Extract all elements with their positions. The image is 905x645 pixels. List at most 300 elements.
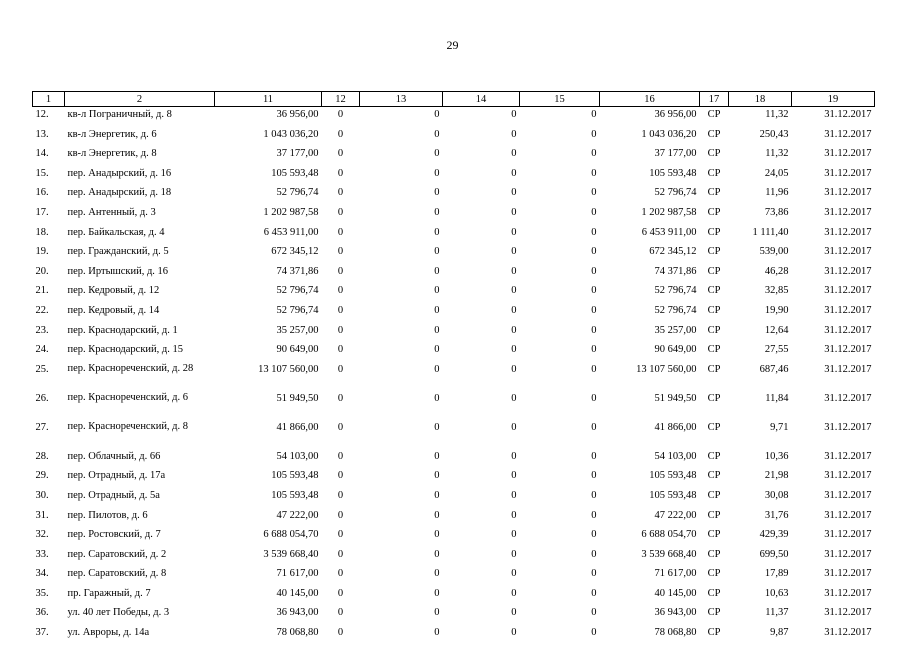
cell-c14: 0 (511, 304, 517, 316)
cell-c19: 31.12.2017 (824, 470, 872, 482)
cell-c11: 35 257,00 (276, 324, 319, 336)
cell-c19: 31.12.2017 (824, 421, 872, 433)
cell-c14: 0 (511, 187, 517, 199)
cell-c14: 0 (511, 548, 517, 560)
cell-c16: 71 617,00 (654, 568, 697, 580)
cell-c19: 31.12.2017 (824, 568, 872, 580)
cell-c13: 0 (434, 568, 440, 580)
cell-n: 20. (35, 265, 49, 277)
address-text: пер. Краснореченский, д. 8 (67, 420, 189, 432)
cell-c15: 0 (591, 470, 597, 482)
cell-c14: 0 (511, 587, 517, 599)
cell-n: 24. (35, 344, 49, 356)
cell-n: 28. (35, 450, 49, 462)
cell-c15: 0 (591, 392, 597, 404)
table-row (33, 488, 875, 508)
cell-c12: 0 (337, 450, 344, 462)
cell-c17: СР (707, 392, 721, 404)
cell-c19: 31.12.2017 (824, 109, 872, 120)
cell-c14: 0 (511, 450, 517, 462)
cell-c15: 0 (591, 363, 597, 375)
table-row (33, 625, 875, 645)
cell-c13: 0 (434, 509, 440, 521)
cell-c18: 46,28 (764, 265, 789, 277)
cell-c13: 0 (434, 206, 440, 218)
cell-c17: СР (707, 285, 721, 297)
table-row (33, 185, 875, 205)
cell-c14: 0 (511, 627, 517, 639)
table-row (33, 527, 875, 547)
cell-addr: пер. Отрадный, д. 17а (67, 470, 166, 482)
cell-c17: СР (707, 568, 721, 580)
cell-c16: 54 103,00 (654, 450, 697, 462)
cell-c14: 0 (511, 324, 517, 336)
cell-c12: 0 (337, 470, 344, 482)
cell-c19: 31.12.2017 (824, 246, 872, 258)
cell-c11: 41 866,00 (276, 421, 319, 433)
cell-c19: 31.12.2017 (824, 450, 872, 462)
page-number: 29 (446, 38, 459, 52)
cell-c19: 31.12.2017 (824, 226, 872, 238)
cell-c18: 250,43 (759, 128, 789, 140)
cell-c12: 0 (337, 187, 344, 199)
cell-c11: 52 796,74 (276, 285, 319, 297)
cell-addr: пер. Облачный, д. 66 (67, 450, 161, 462)
cell-addr: пер. Байкальская, д. 4 (67, 226, 165, 238)
cell-c18: 10,63 (764, 587, 789, 599)
cell-n: 18. (35, 226, 49, 238)
cell-c18: 539,00 (759, 246, 789, 258)
cell-c16: 36 943,00 (654, 607, 697, 619)
cell-c12: 0 (337, 128, 344, 140)
cell-c11: 37 177,00 (276, 148, 319, 160)
cell-c11: 40 145,00 (276, 587, 319, 599)
cell-n: 17. (35, 206, 49, 218)
cell-c18: 9,71 (770, 421, 789, 433)
cell-c14: 0 (511, 529, 517, 541)
table-body (33, 107, 875, 645)
cell-n: 32. (35, 529, 49, 541)
cell-c19: 31.12.2017 (824, 627, 872, 639)
cell-c13: 0 (434, 148, 440, 160)
cell-c18: 21,98 (764, 470, 789, 482)
cell-n: 26. (35, 392, 49, 404)
cell-c17: СР (707, 548, 721, 560)
cell-c13: 0 (434, 344, 440, 356)
column-number-header (33, 92, 875, 107)
cell-c19: 31.12.2017 (824, 392, 872, 404)
cell-c19: 31.12.2017 (824, 304, 872, 316)
cell-c19: 31.12.2017 (824, 128, 872, 140)
table-row (33, 244, 875, 264)
cell-c18: 11,84 (765, 392, 789, 404)
cell-c18: 11,37 (765, 607, 789, 619)
cell-n: 37. (35, 627, 49, 639)
cell-c11: 36 943,00 (276, 607, 319, 619)
cell-c16: 78 068,80 (654, 627, 697, 639)
cell-c11: 90 649,00 (276, 344, 319, 356)
cell-addr: пр. Гаражный, д. 7 (67, 587, 151, 599)
cell-c12: 0 (337, 607, 344, 619)
cell-c16: 41 866,00 (654, 421, 697, 433)
cell-c15: 0 (591, 421, 597, 433)
cell-n: 15. (35, 167, 49, 179)
cell-c17: СР (707, 187, 721, 199)
cell-c12: 0 (337, 392, 344, 404)
cell-c13: 0 (434, 285, 440, 297)
table-row (33, 283, 875, 303)
cell-c11: 74 371,86 (276, 265, 319, 277)
cell-c15: 0 (591, 529, 597, 541)
cell-c12: 0 (337, 344, 344, 356)
cell-c15: 0 (591, 285, 597, 297)
cell-c11: 1 202 987,58 (263, 206, 319, 218)
cell-n: 30. (35, 489, 49, 501)
cell-c17: СР (707, 344, 721, 356)
cell-c11: 36 956,00 (276, 109, 319, 120)
cell-c17: СР (707, 509, 721, 521)
cell-c18: 429,39 (759, 529, 789, 541)
cell-c15: 0 (591, 206, 597, 218)
column-header: 17 (700, 92, 729, 107)
cell-c11: 6 453 911,00 (263, 226, 319, 238)
cell-c17: СР (707, 627, 721, 639)
cell-c15: 0 (591, 109, 597, 120)
cell-c12: 0 (337, 568, 344, 580)
cell-c17: СР (707, 607, 721, 619)
cell-c17: СР (707, 470, 721, 482)
cell-c16: 1 202 987,58 (641, 206, 697, 218)
cell-c13: 0 (434, 363, 440, 375)
column-header: 2 (65, 92, 215, 107)
cell-n: 31. (35, 509, 49, 521)
cell-c12: 0 (337, 529, 344, 541)
cell-n: 34. (35, 568, 49, 580)
cell-c16: 40 145,00 (654, 587, 697, 599)
cell-c14: 0 (511, 568, 517, 580)
cell-c14: 0 (511, 265, 517, 277)
cell-c11: 52 796,74 (276, 187, 319, 199)
cell-c18: 17,89 (764, 568, 789, 580)
cell-c16: 672 345,12 (649, 246, 697, 258)
cell-c12: 0 (337, 246, 344, 258)
cell-c12: 0 (337, 206, 344, 218)
cell-c18: 27,55 (764, 344, 789, 356)
cell-c15: 0 (591, 128, 597, 140)
cell-c11: 105 593,48 (271, 167, 319, 179)
cell-c16: 74 371,86 (654, 265, 697, 277)
cell-c14: 0 (511, 489, 517, 501)
cell-n: 19. (35, 246, 49, 258)
cell-c16: 36 956,00 (654, 109, 697, 120)
column-header: 12 (322, 92, 360, 107)
table-row (33, 166, 875, 186)
cell-addr: пер. Кедровый, д. 14 (67, 304, 160, 316)
cell-c19: 31.12.2017 (824, 344, 872, 356)
cell-c17: СР (707, 324, 721, 336)
cell-c12: 0 (337, 167, 344, 179)
cell-c13: 0 (434, 167, 440, 179)
cell-addr: кв-л Энергетик, д. 6 (67, 128, 157, 140)
cell-c13: 0 (434, 304, 440, 316)
cell-c14: 0 (511, 421, 517, 433)
address-text: пер. Краснореченский, д. 28 (67, 362, 194, 374)
cell-n: 33. (35, 548, 49, 560)
cell-c19: 31.12.2017 (824, 285, 872, 297)
cell-c18: 687,46 (759, 363, 789, 375)
cell-c14: 0 (511, 470, 517, 482)
cell-c15: 0 (591, 627, 597, 639)
table-row (33, 468, 875, 488)
cell-c13: 0 (434, 421, 440, 433)
cell-c14: 0 (511, 392, 517, 404)
cell-c18: 24,05 (764, 167, 789, 179)
cell-c16: 1 043 036,20 (641, 128, 697, 140)
cell-c11: 51 949,50 (276, 392, 319, 404)
cell-c11: 672 345,12 (271, 246, 319, 258)
cell-c17: СР (707, 587, 721, 599)
cell-c12: 0 (337, 109, 344, 120)
cell-addr (65, 362, 215, 391)
table-row (33, 107, 875, 127)
table-row (33, 225, 875, 245)
cell-c19: 31.12.2017 (824, 529, 872, 541)
cell-n: 13. (35, 128, 49, 140)
cell-c15: 0 (591, 450, 597, 462)
table-row (33, 391, 875, 420)
cell-c16: 3 539 668,40 (641, 548, 697, 560)
cell-addr: ул. Авроры, д. 14а (67, 627, 150, 639)
cell-c14: 0 (511, 206, 517, 218)
table-row (33, 146, 875, 166)
cell-n: 16. (35, 187, 49, 199)
column-header: 13 (360, 92, 443, 107)
cell-c19: 31.12.2017 (824, 324, 872, 336)
cell-addr: пер. Саратовский, д. 8 (67, 568, 167, 580)
column-header: 18 (729, 92, 792, 107)
cell-c17: СР (707, 304, 721, 316)
table-row (33, 605, 875, 625)
cell-c11: 71 617,00 (276, 568, 319, 580)
cell-c18: 9,87 (770, 627, 789, 639)
cell-c19: 31.12.2017 (824, 265, 872, 277)
cell-c19: 31.12.2017 (824, 187, 872, 199)
cell-n: 14. (35, 148, 49, 160)
cell-addr: пер. Кедровый, д. 12 (67, 285, 160, 297)
cell-c13: 0 (434, 607, 440, 619)
cell-c19: 31.12.2017 (824, 548, 872, 560)
cell-c17: СР (707, 246, 721, 258)
cell-c15: 0 (591, 607, 597, 619)
cell-c13: 0 (434, 187, 440, 199)
cell-c12: 0 (337, 421, 344, 433)
cell-c15: 0 (591, 226, 597, 238)
cell-c13: 0 (434, 392, 440, 404)
cell-c17: СР (707, 109, 721, 120)
cell-c11: 78 068,80 (276, 627, 319, 639)
cell-c18: 11,32 (765, 109, 789, 120)
cell-addr (65, 391, 215, 420)
cell-c16: 6 688 054,70 (641, 529, 697, 541)
cell-c18: 19,90 (764, 304, 789, 316)
cell-c17: СР (707, 226, 721, 238)
table-row (33, 362, 875, 391)
cell-c14: 0 (511, 226, 517, 238)
cell-c11: 13 107 560,00 (258, 363, 319, 375)
cell-c11: 52 796,74 (276, 304, 319, 316)
cell-c19: 31.12.2017 (824, 607, 872, 619)
cell-c13: 0 (434, 128, 440, 140)
cell-c15: 0 (591, 324, 597, 336)
cell-addr: пер. Пилотов, д. 6 (67, 509, 148, 521)
cell-c18: 1 111,40 (752, 226, 789, 238)
table-row (33, 205, 875, 225)
cell-c16: 105 593,48 (649, 470, 697, 482)
cell-c18: 12,64 (764, 324, 789, 336)
cell-c11: 3 539 668,40 (263, 548, 319, 560)
cell-c13: 0 (434, 109, 440, 120)
cell-c16: 35 257,00 (654, 324, 697, 336)
cell-c19: 31.12.2017 (824, 509, 872, 521)
cell-c15: 0 (591, 167, 597, 179)
cell-c17: СР (707, 529, 721, 541)
cell-c17: СР (707, 148, 721, 160)
cell-addr: пер. Анадырский, д. 18 (67, 187, 172, 199)
cell-c13: 0 (434, 548, 440, 560)
cell-addr (65, 420, 215, 449)
cell-c12: 0 (337, 627, 344, 639)
cell-n: 12. (35, 109, 49, 120)
column-header: 19 (792, 92, 875, 107)
cell-c17: СР (707, 265, 721, 277)
cell-c16: 52 796,74 (654, 187, 697, 199)
cell-addr: пер. Гражданский, д. 5 (67, 246, 169, 258)
table-row (33, 547, 875, 567)
cell-n: 25. (35, 363, 49, 375)
cell-addr: пер. Иртышский, д. 16 (67, 265, 169, 277)
cell-c17: СР (707, 489, 721, 501)
cell-c15: 0 (591, 548, 597, 560)
cell-n: 22. (35, 304, 49, 316)
cell-c15: 0 (591, 148, 597, 160)
cell-c17: СР (707, 167, 721, 179)
cell-c15: 0 (591, 509, 597, 521)
cell-c18: 11,32 (765, 148, 789, 160)
table-row (33, 303, 875, 323)
cell-c16: 90 649,00 (654, 344, 697, 356)
cell-c16: 37 177,00 (654, 148, 697, 160)
cell-c12: 0 (337, 265, 344, 277)
cell-c16: 105 593,48 (649, 489, 697, 501)
cell-c17: СР (707, 128, 721, 140)
table-row (33, 127, 875, 147)
cell-addr: кв-л Энергетик, д. 8 (67, 148, 157, 160)
cell-c19: 31.12.2017 (824, 148, 872, 160)
cell-c13: 0 (434, 627, 440, 639)
cell-addr: ул. 40 лет Победы, д. 3 (67, 607, 170, 619)
cell-c14: 0 (511, 509, 517, 521)
address-text: пер. Краснореченский, д. 6 (67, 391, 189, 403)
cell-c19: 31.12.2017 (824, 206, 872, 218)
cell-c16: 52 796,74 (654, 285, 697, 297)
cell-c13: 0 (434, 529, 440, 541)
cell-c11: 47 222,00 (276, 509, 319, 521)
table-row (33, 508, 875, 528)
cell-n: 36. (35, 607, 49, 619)
cell-c11: 54 103,00 (276, 450, 319, 462)
cell-c16: 6 453 911,00 (641, 226, 697, 238)
cell-addr: пер. Краснодарский, д. 1 (67, 324, 178, 336)
cell-c19: 31.12.2017 (824, 167, 872, 179)
cell-addr: пер. Антенный, д. 3 (67, 206, 156, 218)
cell-c12: 0 (337, 509, 344, 521)
cell-c12: 0 (337, 285, 344, 297)
cell-c15: 0 (591, 568, 597, 580)
cell-c19: 31.12.2017 (824, 587, 872, 599)
cell-c18: 30,08 (764, 489, 789, 501)
cell-c12: 0 (337, 148, 344, 160)
cell-c15: 0 (591, 304, 597, 316)
cell-n: 29. (35, 470, 49, 482)
cell-c15: 0 (591, 246, 597, 258)
cell-c19: 31.12.2017 (824, 489, 872, 501)
table-row (33, 566, 875, 586)
cell-c13: 0 (434, 265, 440, 277)
cell-c17: СР (707, 450, 721, 462)
registry-table (32, 91, 875, 645)
cell-c16: 13 107 560,00 (636, 363, 697, 375)
cell-c14: 0 (511, 109, 517, 120)
cell-c13: 0 (434, 324, 440, 336)
cell-c11: 1 043 036,20 (263, 128, 319, 140)
cell-c13: 0 (434, 587, 440, 599)
cell-c12: 0 (337, 548, 344, 560)
column-header: 11 (215, 92, 322, 107)
table-row (33, 342, 875, 362)
cell-c15: 0 (591, 489, 597, 501)
cell-c12: 0 (337, 226, 344, 238)
cell-c13: 0 (434, 246, 440, 258)
cell-c14: 0 (511, 128, 517, 140)
cell-addr: кв-л Пограничный, д. 8 (67, 109, 172, 120)
cell-c15: 0 (591, 344, 597, 356)
cell-addr: пер. Краснодарский, д. 15 (67, 344, 184, 356)
cell-c16: 51 949,50 (654, 392, 697, 404)
cell-c11: 6 688 054,70 (263, 529, 319, 541)
cell-addr: пер. Саратовский, д. 2 (67, 548, 167, 560)
table-row (33, 420, 875, 449)
cell-c18: 32,85 (764, 285, 789, 297)
column-header: 15 (520, 92, 600, 107)
cell-c13: 0 (434, 470, 440, 482)
cell-c14: 0 (511, 285, 517, 297)
column-header: 14 (443, 92, 520, 107)
cell-c12: 0 (337, 363, 344, 375)
cell-c17: СР (707, 363, 721, 375)
cell-n: 35. (35, 587, 49, 599)
cell-c14: 0 (511, 344, 517, 356)
cell-c17: СР (707, 206, 721, 218)
cell-c18: 73,86 (764, 206, 789, 218)
cell-c19: 31.12.2017 (824, 363, 872, 375)
cell-n: 27. (35, 421, 49, 433)
cell-c18: 31,76 (764, 509, 789, 521)
cell-c12: 0 (337, 304, 344, 316)
cell-c14: 0 (511, 607, 517, 619)
cell-c15: 0 (591, 187, 597, 199)
cell-c13: 0 (434, 226, 440, 238)
column-header: 16 (600, 92, 700, 107)
